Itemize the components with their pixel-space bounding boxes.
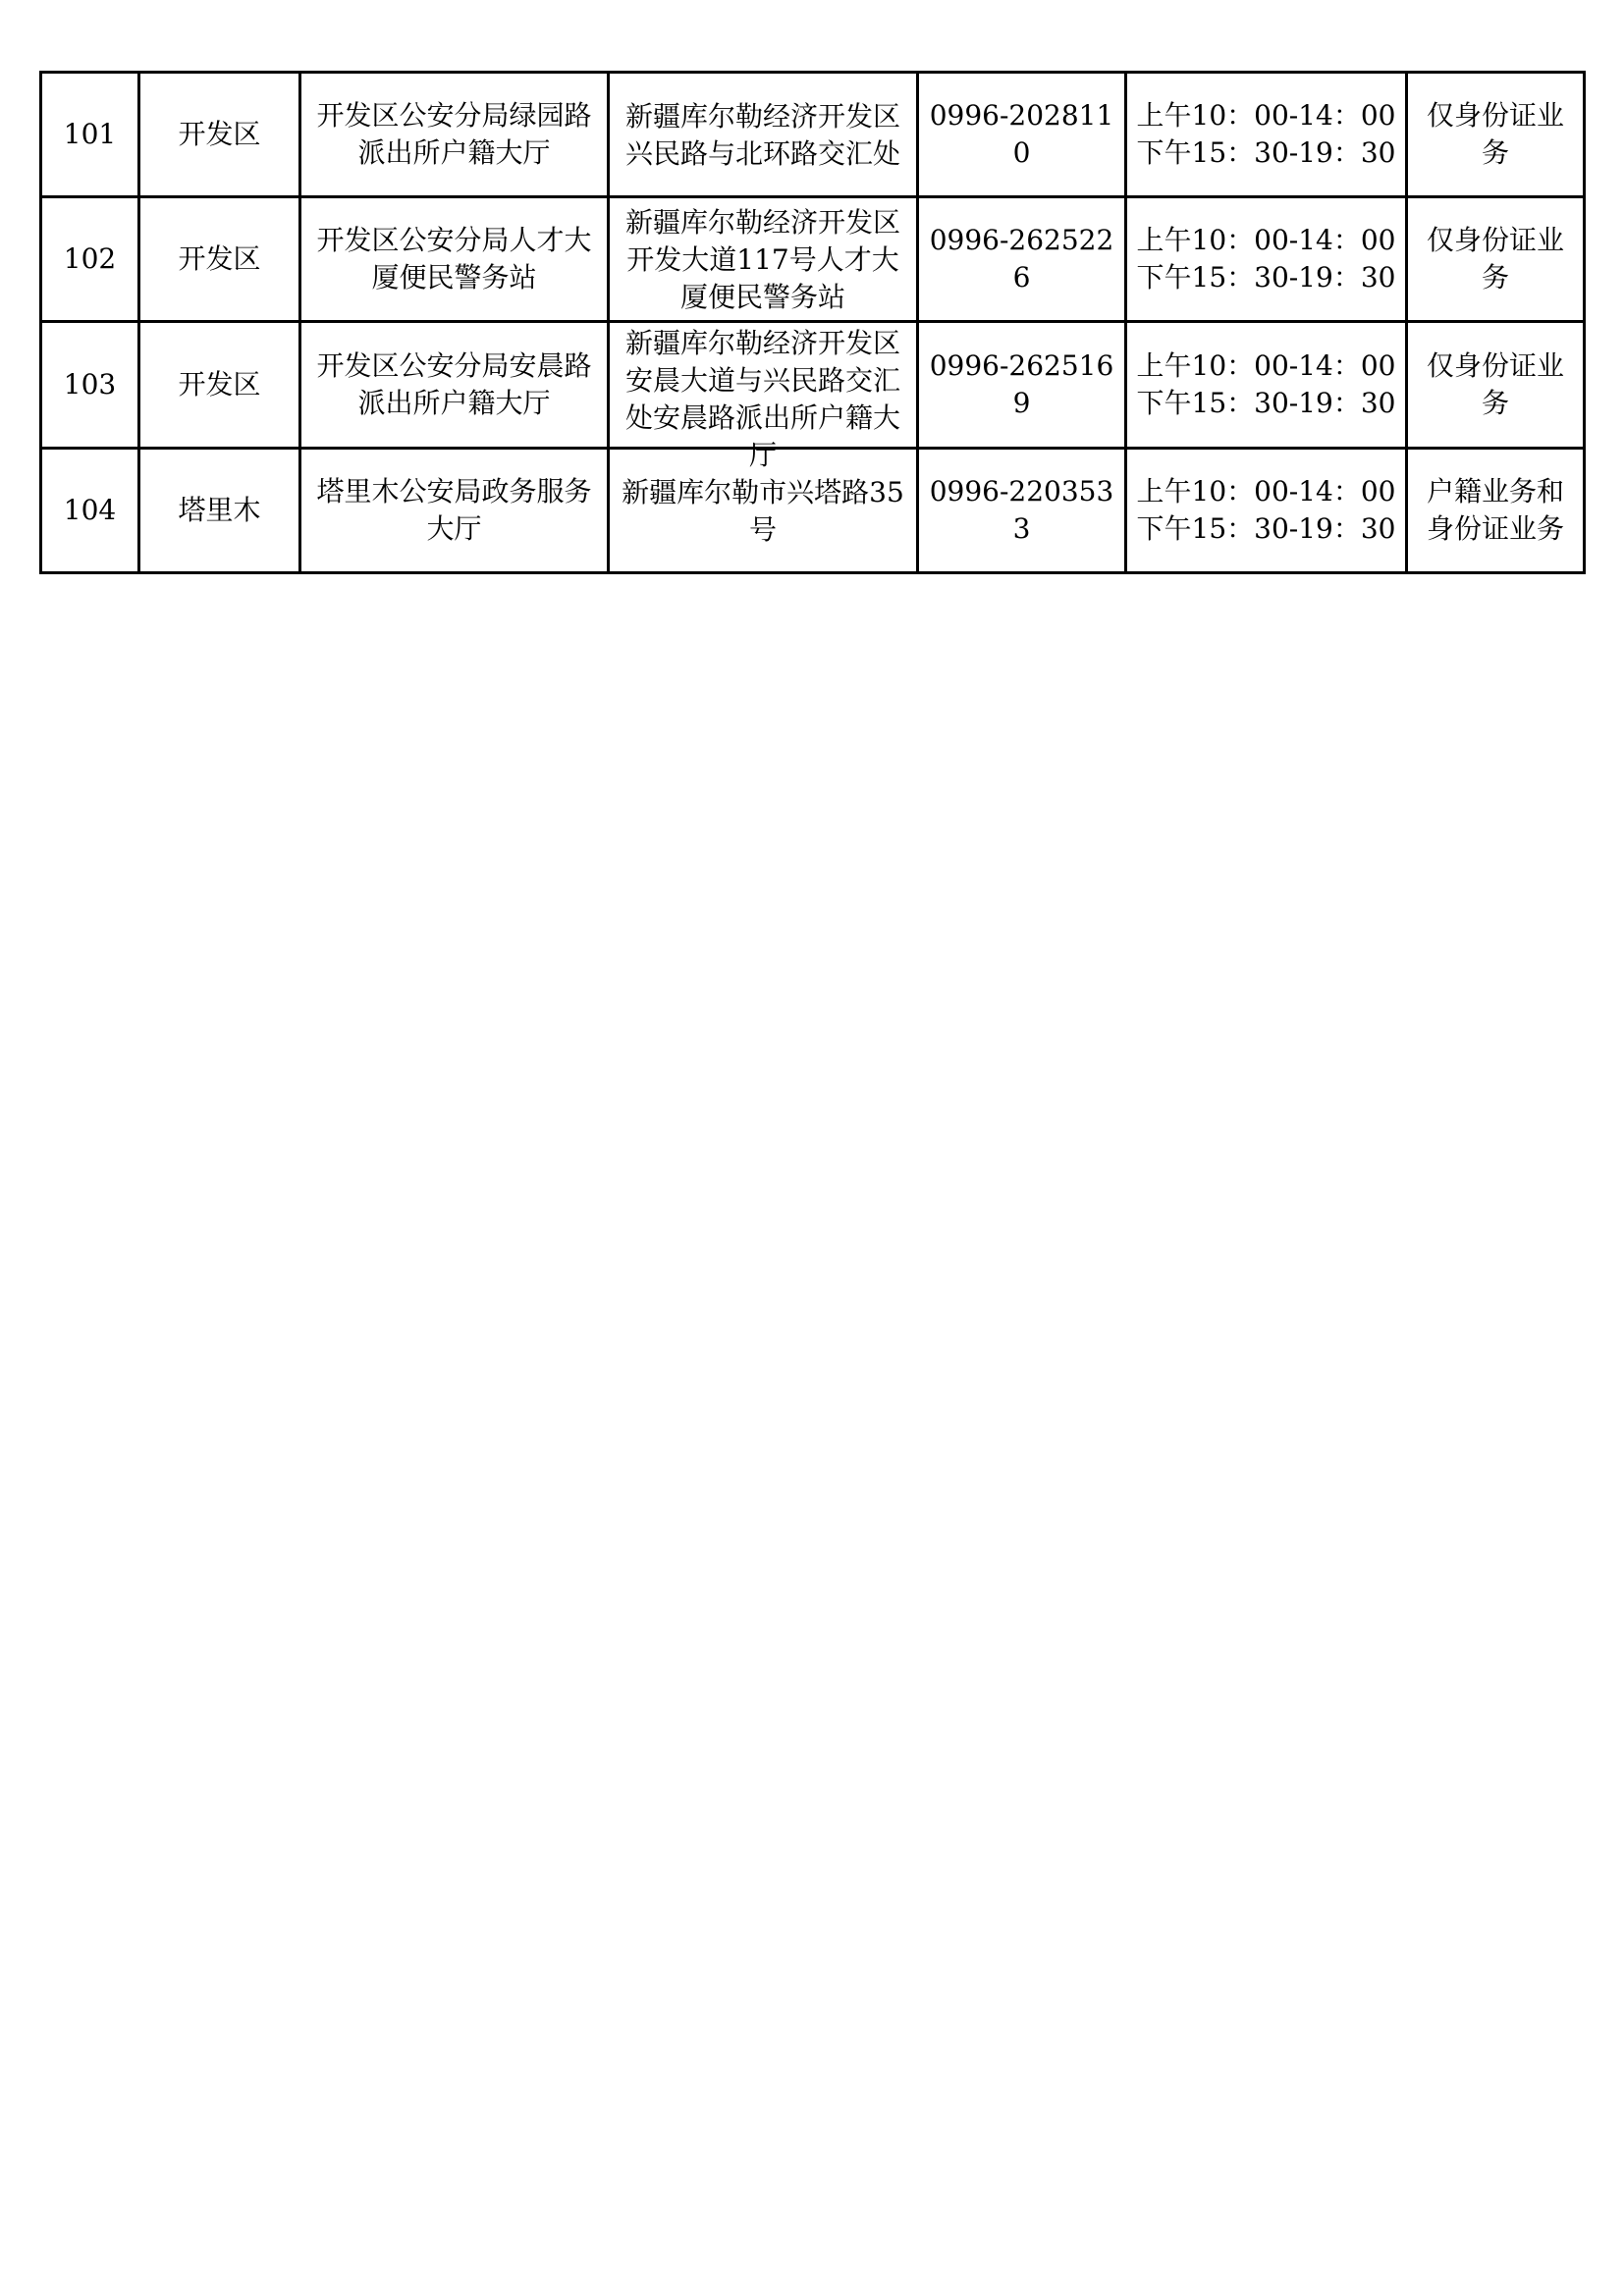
office-table: [39, 71, 1586, 574]
district-cell: 开发区: [139, 322, 300, 449]
phone-cell: 0996-2028110: [918, 73, 1126, 197]
hours-afternoon: 下午15：30-19：30: [1136, 512, 1396, 545]
row-number: 104: [41, 449, 139, 573]
office-name: 开发区公安分局人才大厦便民警务站: [316, 224, 592, 294]
hours-afternoon: 下午15：30-19：30: [1136, 136, 1396, 169]
office-name: 开发区公安分局安晨路派出所户籍大厅: [316, 349, 592, 419]
address-cell: [609, 197, 918, 322]
phone-cell: 0996-2625169: [918, 322, 1126, 449]
hours-cell: [1126, 322, 1407, 449]
service-cell: [1407, 449, 1585, 573]
office-name-cell: [300, 322, 609, 449]
service-scope: 户籍业务和身份证业务: [1426, 475, 1564, 545]
office-name: 开发区公安分局绿园路派出所户籍大厅: [316, 99, 592, 169]
hours-cell: [1126, 73, 1407, 197]
hours-morning: 上午10：00-14：00: [1136, 349, 1396, 382]
table-row: [41, 73, 1585, 197]
hours-morning: 上午10：00-14：00: [1136, 99, 1396, 132]
office-name-cell: [300, 197, 609, 322]
address: 新疆库尔勒市兴塔路35号: [622, 476, 904, 546]
office-name-cell: [300, 73, 609, 197]
row-number: 103: [41, 322, 139, 449]
service-scope: 仅身份证业务: [1426, 349, 1564, 419]
table-row: [41, 197, 1585, 322]
phone-cell: 0996-2625226: [918, 197, 1126, 322]
address: 新疆库尔勒经济开发区开发大道117号人才大厦便民警务站: [624, 206, 900, 313]
hours-afternoon: 下午15：30-19：30: [1136, 387, 1396, 419]
hours-cell: [1126, 449, 1407, 573]
hours-cell: [1126, 197, 1407, 322]
district-cell: 塔里木: [139, 449, 300, 573]
hours-morning: 上午10：00-14：00: [1136, 475, 1396, 507]
hours-afternoon: 下午15：30-19：30: [1136, 261, 1396, 294]
address: 新疆库尔勒经济开发区安晨大道与兴民路交汇处安晨路派出所户籍大厅: [624, 327, 900, 471]
district-cell: 开发区: [139, 197, 300, 322]
row-number: 102: [41, 197, 139, 322]
table-row: [41, 322, 1585, 449]
address: 新疆库尔勒经济开发区兴民路与北环路交汇处: [624, 100, 900, 170]
service-scope: 仅身份证业务: [1426, 99, 1564, 169]
hours-morning: 上午10：00-14：00: [1136, 224, 1396, 256]
district-cell: 开发区: [139, 73, 300, 197]
address-cell: [609, 73, 918, 197]
table-row: [41, 449, 1585, 573]
row-number: 101: [41, 73, 139, 197]
phone-cell: 0996-2203533: [918, 449, 1126, 573]
address-cell: [609, 322, 918, 471]
service-cell: [1407, 73, 1585, 197]
office-name-cell: [300, 449, 609, 573]
office-name: 塔里木公安局政务服务大厅: [316, 475, 592, 545]
service-scope: 仅身份证业务: [1426, 224, 1564, 294]
service-cell: [1407, 322, 1585, 449]
service-cell: [1407, 197, 1585, 322]
office-table-container: [39, 71, 1586, 574]
